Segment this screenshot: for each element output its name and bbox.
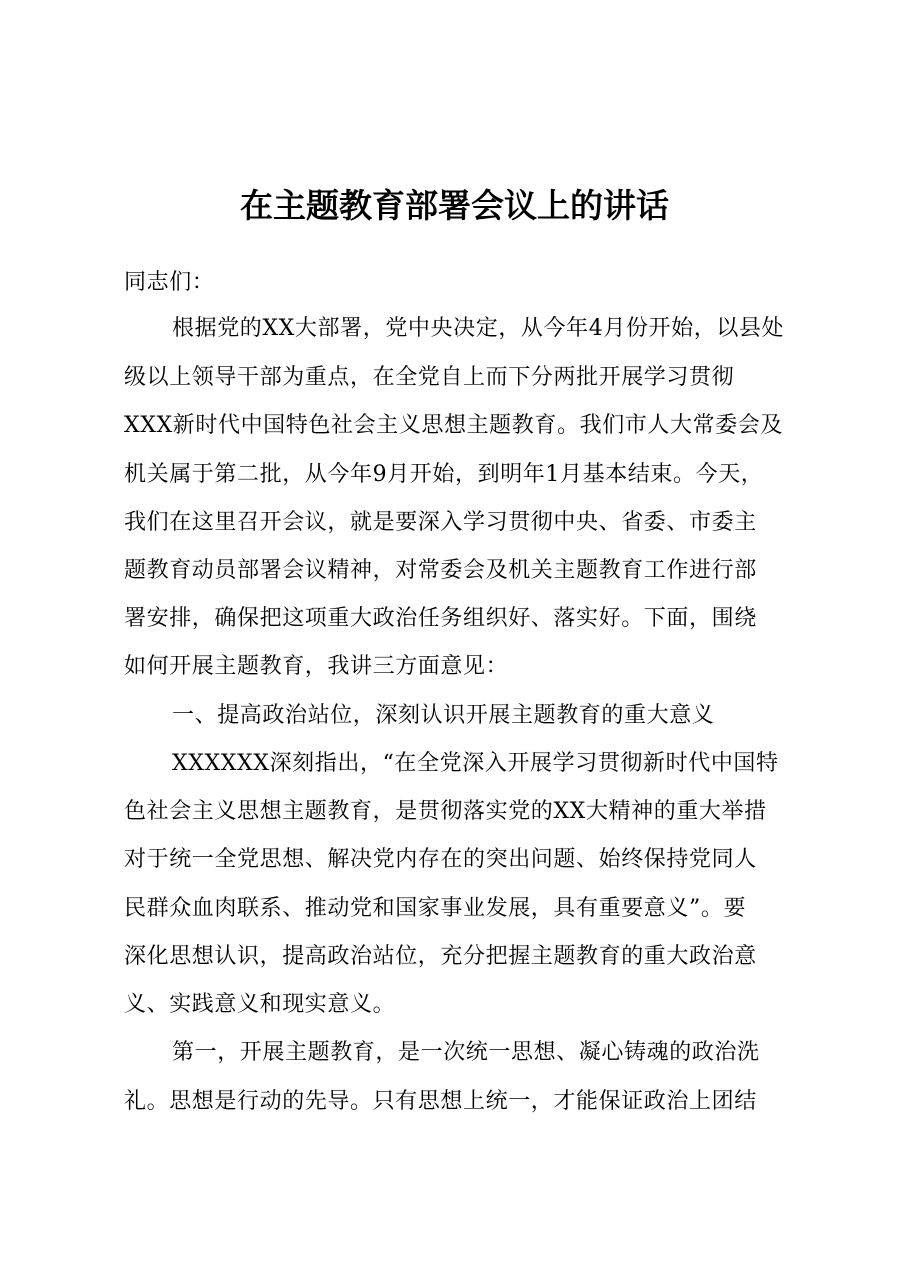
paragraph-line: 深化思想认识，提高政治站位，充分把握主题教育的重大政治意 (124, 944, 757, 969)
paragraph-line: 我们在这里召开会议，就是要深入学习贯彻中央、省委、市委主 (124, 510, 757, 535)
paragraph-line: XXX新时代中国特色社会主义思想主题教育。我们市人大常委会及 (124, 413, 783, 438)
paragraph-line: 根据党的XX大部署，党中央决定，从今年4月份开始，以县处 (172, 316, 785, 341)
paragraph-line: 如何开展主题教育，我讲三方面意见： (124, 654, 509, 679)
paragraph-line: 级以上领导干部为重点，在全党自上而下分两批开展学习贯彻 (124, 365, 735, 390)
paragraph-line: 色社会主义思想主题教育，是贯彻落实党的XX大精神的重大举措 (124, 799, 767, 824)
paragraph-line: 礼。思想是行动的先导。只有思想上统一，才能保证政治上团结 (124, 1089, 757, 1114)
section-heading: 一、提高政治站位，深刻认识开展主题教育的重大意义 (172, 703, 715, 728)
paragraph-line: XXXXXX深刻指出，“在全党深入开展学习贯彻新时代中国特 (172, 751, 779, 776)
paragraph-line: 对于统一全党思想、解决党内存在的突出问题、始终保持党同人 (124, 847, 757, 872)
salutation: 同志们： (124, 270, 215, 295)
paragraph-line: 署安排，确保把这项重大政治任务组织好、落实好。下面，围绕 (124, 606, 757, 631)
paragraph-line: 第一，开展主题教育，是一次统一思想、凝心铸魂的政治洗 (172, 1040, 760, 1065)
paragraph-line: 题教育动员部署会议精神，对常委会及机关主题教育工作进行部 (124, 558, 757, 583)
paragraph-line: 义、实践意义和现实意义。 (124, 992, 396, 1017)
paragraph-line: 民群众血肉联系、推动党和国家事业发展，具有重要意义”。要 (124, 896, 747, 921)
paragraph-line: 机关属于第二批，从今年9月开始，到明年1月基本结束。今天， (124, 462, 764, 487)
document-title: 在主题教育部署会议上的讲话 (240, 186, 669, 225)
